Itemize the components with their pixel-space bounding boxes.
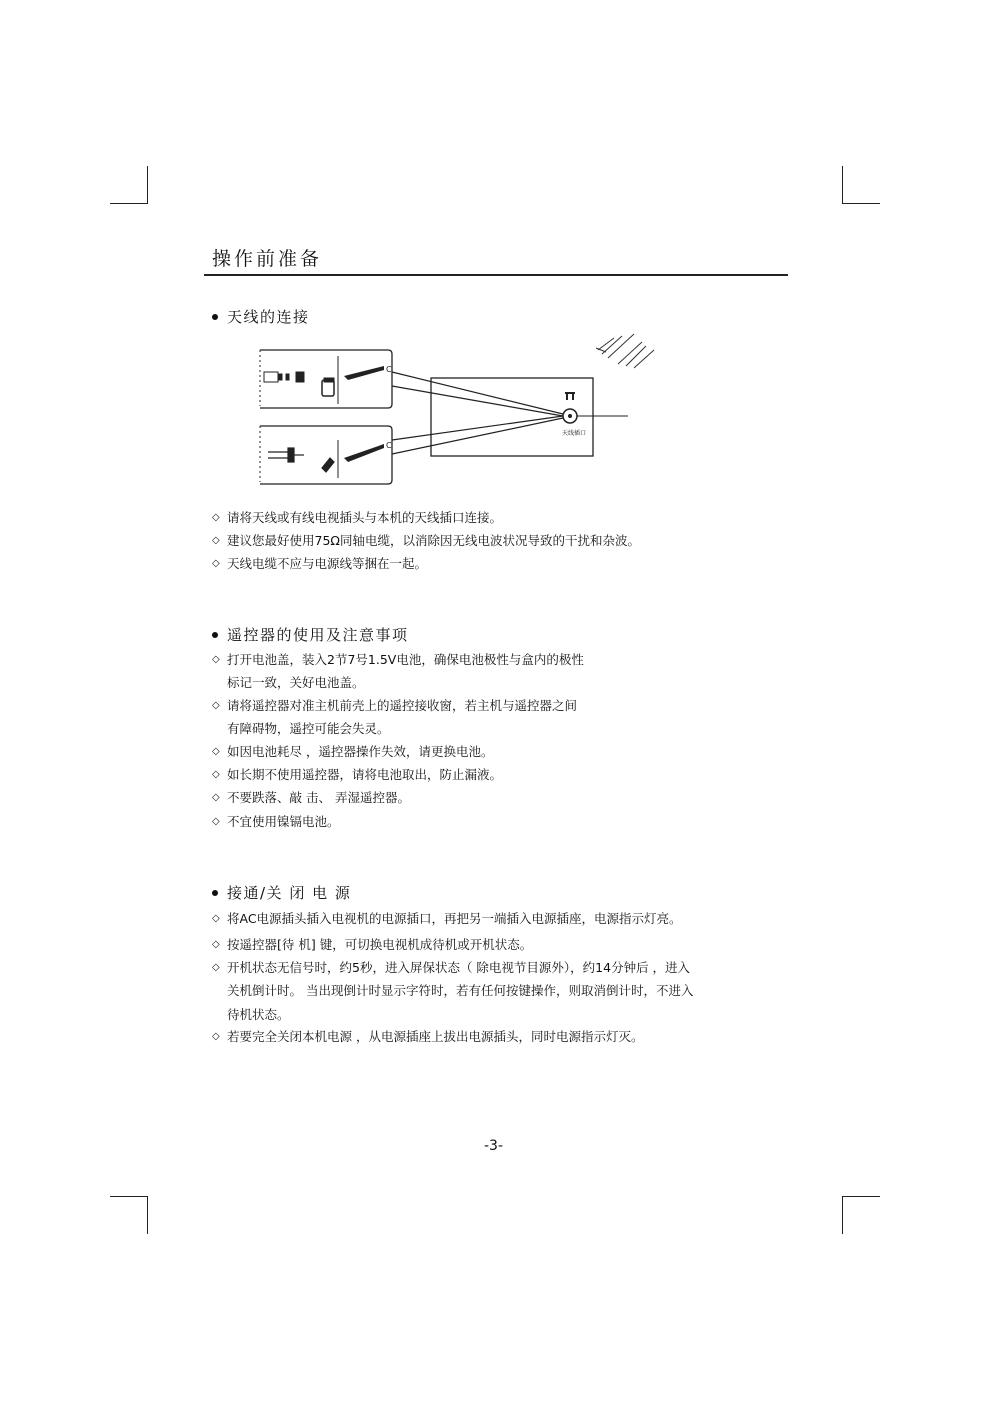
diamond-bullet-icon: ◇ bbox=[212, 962, 220, 973]
antenna-connection-diagram bbox=[250, 330, 680, 490]
crop-mark-bottom-right-h bbox=[842, 1196, 880, 1197]
remote-heading-text: 遥控器的使用及注意事项 bbox=[227, 626, 409, 644]
diamond-bullet-icon: ◇ bbox=[212, 913, 220, 924]
list-item: ◇ 如因电池耗尽 ，遥控器操作失效，请更换电池。 bbox=[212, 740, 792, 763]
list-item: ◇ 按遥控器[待 机] 键，可切换电视机成待机或开机状态。 bbox=[212, 933, 792, 956]
diamond-bullet-icon: ◇ bbox=[212, 792, 220, 803]
diamond-bullet-icon: ◇ bbox=[212, 746, 220, 757]
diamond-bullet-icon: ◇ bbox=[212, 769, 220, 780]
list-item: ◇ 打开电池盖，装入2节7号1.5V电池，确保电池极性与盒内的极性 标记一致，关好电池盖。 bbox=[212, 648, 792, 695]
antenna-icon bbox=[596, 334, 654, 368]
list-item: ◇ 若要完全关闭本机电源 ，从电源插座上拔出电源插头，同时电源指示灯灭。 bbox=[212, 1025, 792, 1048]
diamond-bullet-icon: ◇ bbox=[212, 816, 220, 827]
power-heading-text: 接通/关 闭 电 源 bbox=[227, 884, 352, 902]
antenna-heading-text: 天线的连接 bbox=[227, 308, 310, 326]
page-number: -3- bbox=[484, 1138, 504, 1154]
svg-text:C: C bbox=[386, 441, 392, 450]
title-rule bbox=[204, 274, 788, 276]
diamond-bullet-icon: ◇ bbox=[212, 700, 220, 711]
cable-plug-icon bbox=[268, 448, 334, 472]
list-item: ◇ 请将遥控器对准主机前壳上的遥控接收窗，若主机与遥控器之间 有障碍物，遥控可能会失灵。 bbox=[212, 694, 792, 741]
diamond-bullet-icon: ◇ bbox=[212, 654, 220, 665]
diamond-bullet-icon: ◇ bbox=[212, 558, 220, 569]
arrow-icon-2 bbox=[344, 444, 384, 462]
list-item: ◇ 天线电缆不应与电源线等捆在一起。 bbox=[212, 552, 792, 575]
crop-mark-top-left-h bbox=[110, 203, 148, 204]
list-item: ◇ 开机状态无信号时，约5秒，进入屏保状态（ 除电视节目源外），约14分钟后 ，进入 关机倒计时。 当出现倒计时显示字符时，若有任何按键操作，则取消倒计时，不进入 待机状态。 bbox=[212, 956, 792, 1026]
list-item: ◇ 请将天线或有线电视插头与本机的天线插口连接。 bbox=[212, 506, 792, 529]
crop-mark-bottom-left-h bbox=[110, 1196, 148, 1197]
diamond-bullet-icon: ◇ bbox=[212, 512, 220, 523]
arrow-icon bbox=[344, 366, 384, 380]
crop-mark-top-right-h bbox=[842, 203, 880, 204]
crop-mark-top-right-v bbox=[842, 166, 843, 204]
power-section-heading bbox=[212, 882, 351, 903]
list-item: ◇ 不宜使用镍镉电池。 bbox=[212, 810, 792, 833]
coax-plug-icon bbox=[264, 372, 334, 396]
remote-section-heading bbox=[212, 624, 409, 645]
cable-plug-box bbox=[260, 426, 392, 484]
list-item: ◇ 如长期不使用遥控器，请将电池取出，防止漏液。 bbox=[212, 763, 792, 786]
bullet-dot-icon bbox=[212, 890, 218, 896]
bullet-dot-icon bbox=[212, 314, 218, 320]
diamond-bullet-icon: ◇ bbox=[212, 1031, 220, 1042]
page-title: 操作前准备 bbox=[212, 248, 323, 270]
list-item: ◇ 建议您最好使用75Ω同轴电缆，以消除因无线电波状况导致的干扰和杂波。 bbox=[212, 529, 792, 552]
bullet-dot-icon bbox=[212, 632, 218, 638]
diamond-bullet-icon: ◇ bbox=[212, 939, 220, 950]
antenna-section-heading bbox=[212, 306, 310, 327]
list-item: ◇ 不要跌落、敲 击、 弄湿遥控器。 bbox=[212, 786, 792, 809]
antenna-port-icon bbox=[563, 392, 577, 423]
crop-mark-bottom-right-v bbox=[842, 1196, 843, 1234]
svg-text:C: C bbox=[386, 365, 392, 374]
crop-mark-top-left-v bbox=[147, 166, 148, 204]
antenna-port-label: 天线插口 bbox=[562, 430, 587, 437]
diamond-bullet-icon: ◇ bbox=[212, 535, 220, 546]
connection-lines bbox=[392, 372, 563, 454]
list-item: ◇ 将AC电源插头插入电视机的电源插口，再把另一端插入电源插座，电源指示灯亮。 bbox=[212, 907, 792, 930]
crop-mark-bottom-left-v bbox=[147, 1196, 148, 1234]
